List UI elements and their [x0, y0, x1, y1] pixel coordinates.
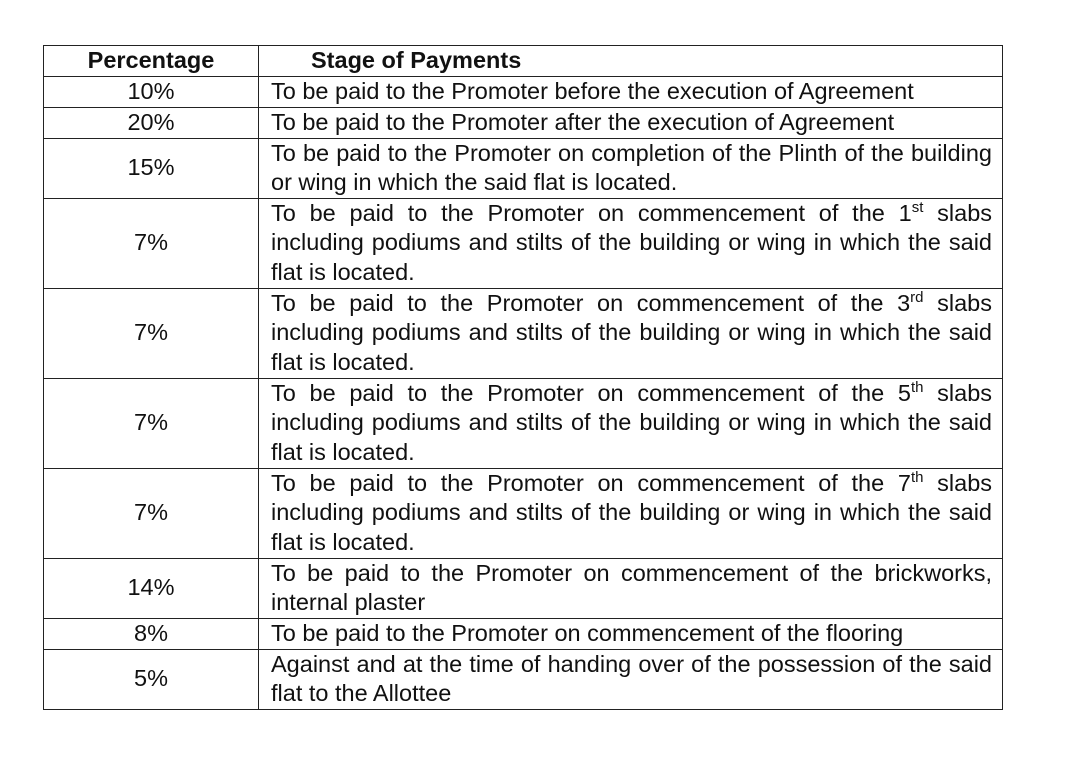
- stage-text: To be paid to the Promoter on commencement of the 3: [271, 289, 911, 316]
- stage-cell: [259, 468, 1003, 558]
- stage-text: To be paid to the Promoter on commencement of the 1: [271, 199, 912, 226]
- ordinal-suffix: th: [910, 468, 924, 486]
- stage-text: To be paid to the Promoter on commencement of the 5: [271, 379, 911, 406]
- stage-cell: Against and at the time of handing over of the possession of the said flat to the Allottee: [259, 649, 1003, 709]
- percentage-cell: 20%: [44, 107, 259, 138]
- stage-text: slabs including podiums and stilts of the building or wing in which the said flat is located.: [271, 379, 993, 465]
- stage-cell: [259, 378, 1003, 468]
- percentage-cell: 5%: [44, 649, 259, 709]
- stage-cell: To be paid to the Promoter before the execution of Agreement: [259, 76, 1003, 107]
- table-row: [44, 618, 1003, 649]
- header-stage-of-payments: Stage of Payments: [259, 46, 1003, 77]
- percentage-cell: 7%: [44, 468, 259, 558]
- stage-cell: [259, 288, 1003, 378]
- stage-text: To be paid to the Promoter on commencement of the 7: [271, 469, 911, 496]
- stage-cell: To be paid to the Promoter after the execution of Agreement: [259, 107, 1003, 138]
- percentage-cell: 7%: [44, 288, 259, 378]
- stage-cell: To be paid to the Promoter on completion of the Plinth of the building or wing in which the said flat is located.: [259, 138, 1003, 198]
- stage-text: slabs including podiums and stilts of the building or wing in which the said flat is located.: [271, 289, 992, 375]
- table-row: [44, 558, 1003, 618]
- table-row: [44, 76, 1003, 107]
- table-row: [44, 198, 1003, 288]
- percentage-cell: 10%: [44, 76, 259, 107]
- ordinal-suffix: rd: [910, 288, 924, 306]
- percentage-cell: 14%: [44, 558, 259, 618]
- stage-cell: [259, 198, 1003, 288]
- ordinal-suffix: th: [910, 378, 924, 396]
- stage-cell: To be paid to the Promoter on commencement of the flooring: [259, 618, 1003, 649]
- ordinal-suffix: st: [911, 198, 924, 216]
- header-percentage: Percentage: [44, 46, 259, 77]
- table-row: [44, 468, 1003, 558]
- percentage-cell: 15%: [44, 138, 259, 198]
- table-row: [44, 378, 1003, 468]
- table-row: [44, 138, 1003, 198]
- percentage-cell: 7%: [44, 378, 259, 468]
- payment-schedule-table: [43, 45, 1003, 710]
- stage-text: slabs including podiums and stilts of the building or wing in which the said flat is located.: [271, 199, 993, 285]
- percentage-cell: 8%: [44, 618, 259, 649]
- stage-text: slabs including podiums and stilts of the building or wing in which the said flat is located.: [271, 469, 993, 555]
- percentage-cell: 7%: [44, 198, 259, 288]
- table-header-row: [44, 46, 1003, 77]
- table-row: [44, 649, 1003, 709]
- table-row: [44, 107, 1003, 138]
- table-row: [44, 288, 1003, 378]
- stage-cell: To be paid to the Promoter on commencement of the brickworks, internal plaster: [259, 558, 1003, 618]
